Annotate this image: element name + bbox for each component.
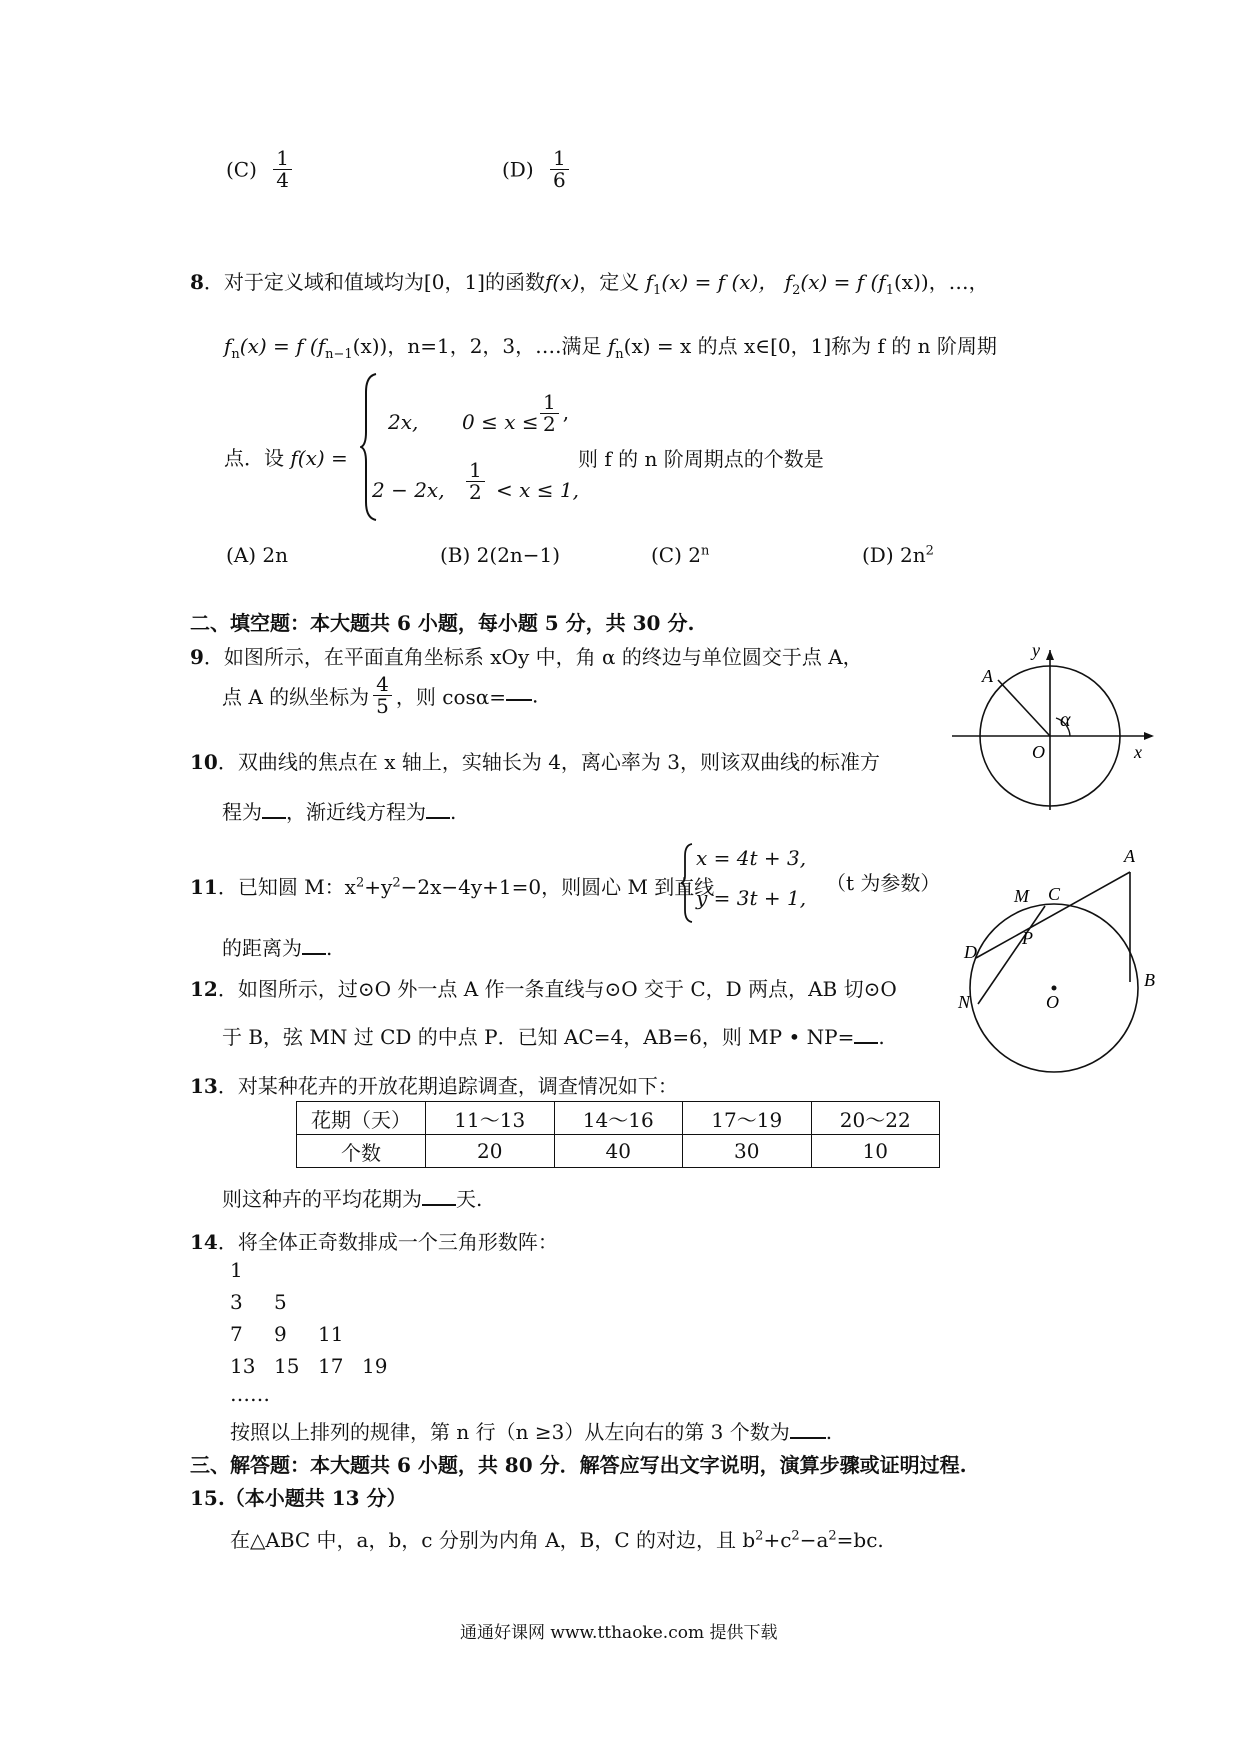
q10-text-2b: ，渐近线方程为 — [286, 800, 426, 824]
fig2-c-label: C — [1048, 884, 1061, 904]
q10-text-2c: . — [450, 800, 457, 824]
q14-text-2a: 按照以上排列的规律，第 n 行（n ≥3）从左向右的第 3 个数为 — [230, 1420, 790, 1444]
q8-option-d-text: (D) 2n — [862, 543, 926, 567]
q11-system-line-1: x = 4t + 3, — [696, 846, 807, 870]
table-header-cell: 17～19 — [683, 1102, 812, 1135]
q10-line-2 — [222, 796, 456, 825]
q12-line-1 — [190, 973, 897, 1002]
flowering-table — [296, 1101, 940, 1168]
q8-fn-tail: (x))，n=1，2，3，….满足 — [352, 334, 602, 358]
q11-text-c: −2x−4y+1=0，则圆心 M 到直线 — [400, 875, 715, 899]
q11-system-line-2: y = 3t + 1, — [696, 886, 807, 910]
q9-line-1 — [190, 641, 863, 670]
q12-text-2b: . — [878, 1025, 885, 1049]
q9-frac-num: 4 — [373, 674, 392, 696]
q15-sup-1: 2 — [755, 1528, 764, 1544]
q8-f2: f — [784, 270, 793, 294]
table-header-row — [297, 1102, 940, 1135]
q8-case2-num: 1 — [466, 460, 485, 482]
q8-f2-rest: (x) = f (f — [800, 270, 886, 294]
q8-case1-cond: 0 ≤ x ≤ — [462, 410, 539, 434]
q15-text-c: −a — [799, 1528, 829, 1552]
array-number: 11 — [318, 1322, 344, 1346]
array-number: 15 — [274, 1354, 300, 1378]
q15-sup-3: 2 — [828, 1528, 837, 1544]
q11-system-brace — [680, 842, 694, 924]
array-number: 19 — [362, 1354, 388, 1378]
array-number: 1 — [230, 1258, 243, 1282]
table-row — [297, 1135, 940, 1168]
q8-case1-expr: 2x, — [388, 410, 419, 434]
array-number: 17 — [318, 1354, 344, 1378]
q15-title: 15.（本小题共 13 分） — [190, 1486, 407, 1510]
q8-f2-sub2: 1 — [885, 283, 894, 298]
q8-option-d — [862, 543, 934, 567]
q9-frac-den: 5 — [376, 694, 389, 718]
q14-text-1: ．将全体正奇数排成一个三角形数阵： — [217, 1230, 558, 1254]
q10-blank-1 — [262, 816, 286, 819]
q15-line — [230, 1524, 884, 1553]
q8-fn: f — [224, 334, 232, 358]
q8-case1-fraction — [536, 392, 569, 435]
q12-text-2a: 于 B，弦 MN 过 CD 的中点 P．已知 AC=4，AB=6，则 MP • NP= — [222, 1025, 855, 1049]
q10-blank-2 — [426, 816, 450, 819]
q14-line-2 — [230, 1416, 832, 1445]
q15-sup-2: 2 — [791, 1528, 800, 1544]
q13-text-2a: 则这种卉的平均花期为 — [222, 1187, 422, 1211]
option-c-fraction — [273, 148, 292, 191]
q9-text-1: ．如图所示，在平面直角坐标系 xOy 中，角 α 的终边与单位圆交于点 A， — [203, 645, 863, 669]
q13-line-1 — [190, 1070, 678, 1099]
q14-blank — [790, 1436, 826, 1439]
q12-line-2 — [222, 1021, 885, 1050]
q10-line-1 — [190, 746, 880, 775]
q9-text-2b: ，则 cosα= — [395, 685, 507, 709]
option-c-denominator: 4 — [276, 168, 290, 192]
fig2-p-label: P — [1022, 928, 1033, 948]
q8-case1-den: 2 — [543, 412, 556, 436]
array-ellipsis: …… — [230, 1382, 270, 1406]
q8-text-a: ．对于定义域和值域均为[0，1]的函数 — [203, 270, 545, 294]
fig2-m-label: M — [1014, 886, 1029, 906]
fig2-d-label: D — [964, 942, 977, 962]
center-dot — [1052, 986, 1057, 991]
q13-text-1: ．对某种花卉的开放花期追踪调查，调查情况如下： — [217, 1074, 678, 1098]
option-c-label: (C) — [226, 157, 257, 182]
q8-fn2-sub: n — [615, 347, 624, 362]
circle-tangent-figure — [950, 840, 1180, 1080]
q9-number: 9 — [190, 645, 204, 669]
table-cell: 30 — [683, 1135, 812, 1168]
q7-option-c — [226, 148, 296, 191]
fig2-a-label: A — [1124, 846, 1135, 866]
array-number: 3 — [230, 1290, 243, 1314]
q8-option-d-sup: 2 — [925, 543, 934, 559]
q13-text-2b: 天. — [456, 1187, 483, 1211]
q8-number: 8 — [190, 270, 204, 294]
section-2-heading: 二、填空题：本大题共 6 小题，每小题 5 分，共 30 分. — [190, 611, 695, 635]
q8-fn-sub: n — [231, 347, 240, 362]
y-axis-arrow — [1046, 650, 1054, 660]
chord-mn — [978, 906, 1045, 1004]
q8-line-2 — [224, 330, 997, 362]
page-footer: 通通好课网 www.tthaoke.com 提供下载 — [460, 1623, 778, 1643]
fig1-alpha-label: α — [1060, 709, 1071, 731]
q9-text-2a: 点 A 的纵坐标为 — [222, 685, 370, 709]
option-d-denominator: 6 — [553, 168, 566, 192]
table-cell: 40 — [554, 1135, 683, 1168]
q11-line-1 — [190, 871, 714, 900]
fig1-x-label: x — [1134, 742, 1142, 762]
q9-line-2 — [222, 674, 538, 717]
q14-number: 14 — [190, 1230, 218, 1254]
q8-case1-end: , — [562, 400, 570, 424]
q8-case2-fraction — [462, 460, 489, 503]
q13-number: 13 — [190, 1074, 218, 1098]
q8-case1-num: 1 — [540, 392, 559, 414]
fig2-n-label: N — [958, 992, 971, 1012]
x-axis-arrow — [1144, 732, 1154, 740]
fig2-o-label: O — [1046, 992, 1059, 1012]
q8-f1-sub: 1 — [653, 283, 662, 298]
fig1-a-label: A — [982, 666, 993, 686]
q12-blank — [854, 1041, 878, 1044]
q11-text-2a: 的距离为 — [222, 936, 302, 960]
q8-fn-sub2: n−1 — [325, 347, 353, 362]
table-header-cell: 11～13 — [426, 1102, 555, 1135]
q15-text-a: 在△ABC 中，a，b，c 分别为内角 A，B，C 的对边，且 b — [230, 1528, 756, 1552]
q8-fn2: f — [607, 334, 616, 358]
unit-circle-figure — [948, 640, 1168, 820]
array-number: 5 — [274, 1290, 287, 1314]
q11-blank — [302, 952, 326, 955]
q8-point-text: 点．设 — [224, 446, 284, 470]
table-header-cell: 14～16 — [554, 1102, 683, 1135]
table-header-cell: 20～22 — [811, 1102, 940, 1135]
q8-fn-rest: (x) = f (f — [239, 334, 326, 358]
table-header-cell: 花期（天） — [297, 1102, 426, 1135]
q11-text-2b: . — [326, 936, 333, 960]
q10-text-1: ．双曲线的焦点在 x 轴上，实轴长为 4，离心率为 3，则该双曲线的标准方 — [217, 750, 881, 774]
q13-blank — [422, 1203, 456, 1206]
q11-sup-2: 2 — [392, 875, 401, 891]
q8-option-a: (A) 2n — [226, 543, 289, 567]
q8-case2-expr: 2 − 2x, — [372, 478, 445, 502]
q8-line-1 — [190, 266, 989, 298]
option-d-label: (D) — [502, 157, 534, 182]
q11-sup-1: 2 — [355, 875, 365, 891]
q14-line-1 — [190, 1226, 558, 1255]
q15-text-d: =bc. — [836, 1528, 884, 1552]
section-3-heading: 三、解答题：本大题共 6 小题，共 80 分．解答应写出文字说明，演算步骤或证明过程. — [190, 1453, 967, 1477]
q8-option-b: (B) 2(2n−1) — [440, 543, 561, 567]
q8-case2-cond: < x ≤ 1, — [496, 478, 579, 502]
q13-line-2 — [222, 1183, 482, 1212]
q10-text-2a: 程为 — [222, 800, 262, 824]
q9-answer-blank — [506, 698, 532, 701]
option-c-numerator: 1 — [273, 148, 292, 170]
fig2-b-label: B — [1144, 970, 1155, 990]
array-number: 7 — [230, 1322, 243, 1346]
q12-text-1: ．如图所示，过⊙O 外一点 A 作一条直线与⊙O 交于 C，D 两点，AB 切⊙O — [217, 977, 897, 1001]
q10-number: 10 — [190, 750, 218, 774]
q8-fn2-rest: (x) = x 的点 x∈[0，1]称为 f 的 n 阶周期 — [623, 334, 997, 358]
q8-f2-sub: 2 — [792, 283, 801, 298]
q8-f2-tail: (x))，…， — [894, 270, 989, 294]
terminal-side — [998, 680, 1050, 736]
q8-question: 则 f 的 n 阶周期点的个数是 — [578, 447, 824, 471]
q9-text-2c: . — [532, 683, 539, 708]
q14-text-2b: . — [825, 1420, 833, 1444]
q11-number: 11 — [190, 875, 218, 899]
q8-option-c-text: (C) 2 — [651, 543, 701, 567]
q15-text-b: +c — [763, 1528, 792, 1552]
option-d-numerator: 1 — [550, 148, 569, 170]
q8-fx: f(x) — [544, 270, 580, 294]
option-d-fraction — [550, 148, 569, 191]
q8-def-fx: f(x) = — [290, 446, 348, 470]
q8-option-c-sup: n — [701, 543, 710, 559]
q8-f1-rest: (x) = f (x)， — [661, 270, 779, 294]
q7-option-d — [502, 148, 573, 191]
fig1-o-label: O — [1032, 742, 1045, 762]
q11-param-note: （t 为参数） — [826, 871, 941, 895]
q8-option-c — [651, 543, 709, 567]
array-number: 13 — [230, 1354, 256, 1378]
q11-text-b: +y — [364, 875, 393, 899]
q8-f1: f — [645, 270, 654, 294]
q11-line-2 — [222, 932, 332, 961]
q8-text-b: ，定义 — [579, 270, 640, 294]
array-number: 9 — [274, 1322, 287, 1346]
q11-text-a: ．已知圆 M：x — [217, 875, 356, 899]
q8-case2-den: 2 — [469, 480, 482, 504]
table-cell: 个数 — [297, 1135, 426, 1168]
q12-number: 12 — [190, 977, 218, 1001]
table-cell: 10 — [811, 1135, 940, 1168]
table-cell: 20 — [426, 1135, 555, 1168]
q8-point-label — [224, 442, 348, 471]
fig1-y-label: y — [1032, 640, 1040, 660]
